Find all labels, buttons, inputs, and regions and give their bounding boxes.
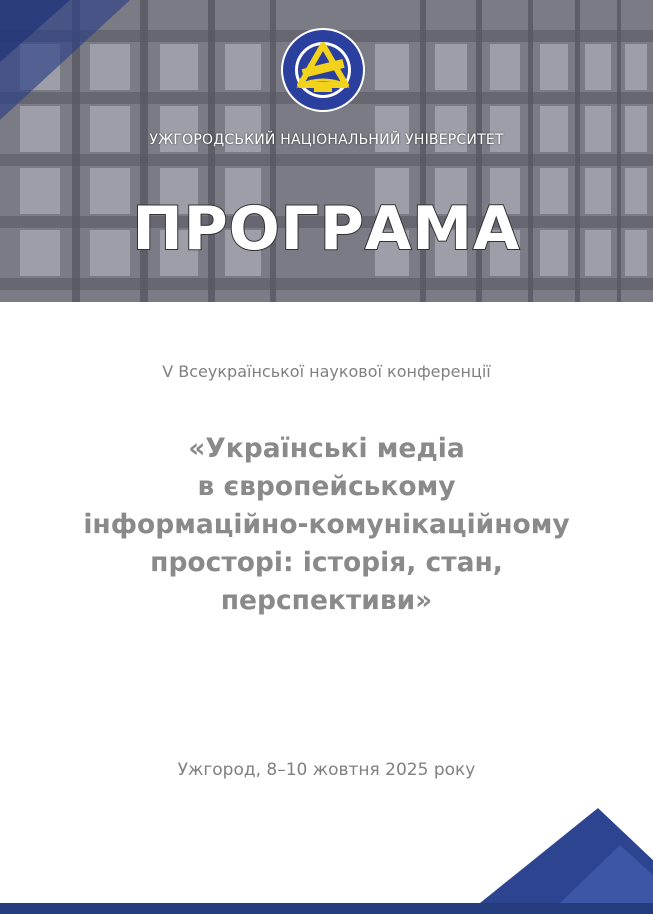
- university-name: УЖГОРОДСЬКИЙ НАЦІОНАЛЬНИЙ УНІВЕРСИТЕТ: [149, 132, 504, 148]
- conference-title-line: в європейському: [197, 471, 456, 502]
- bottom-accent-bar: [0, 903, 653, 914]
- conference-title-line: інформаційно-комунікаційному: [83, 509, 570, 540]
- conference-edition-line: V Всеукраїнської наукової конференції: [162, 362, 491, 381]
- conference-title-line: просторі: історія, стан,: [150, 547, 503, 578]
- conference-title-line: «Українські медіа: [188, 433, 465, 464]
- place-and-date: Ужгород, 8–10 жовтня 2025 року: [177, 760, 476, 780]
- conference-title-line: перспективи»: [220, 585, 433, 616]
- program-title: ПРОГРАМА: [132, 194, 521, 264]
